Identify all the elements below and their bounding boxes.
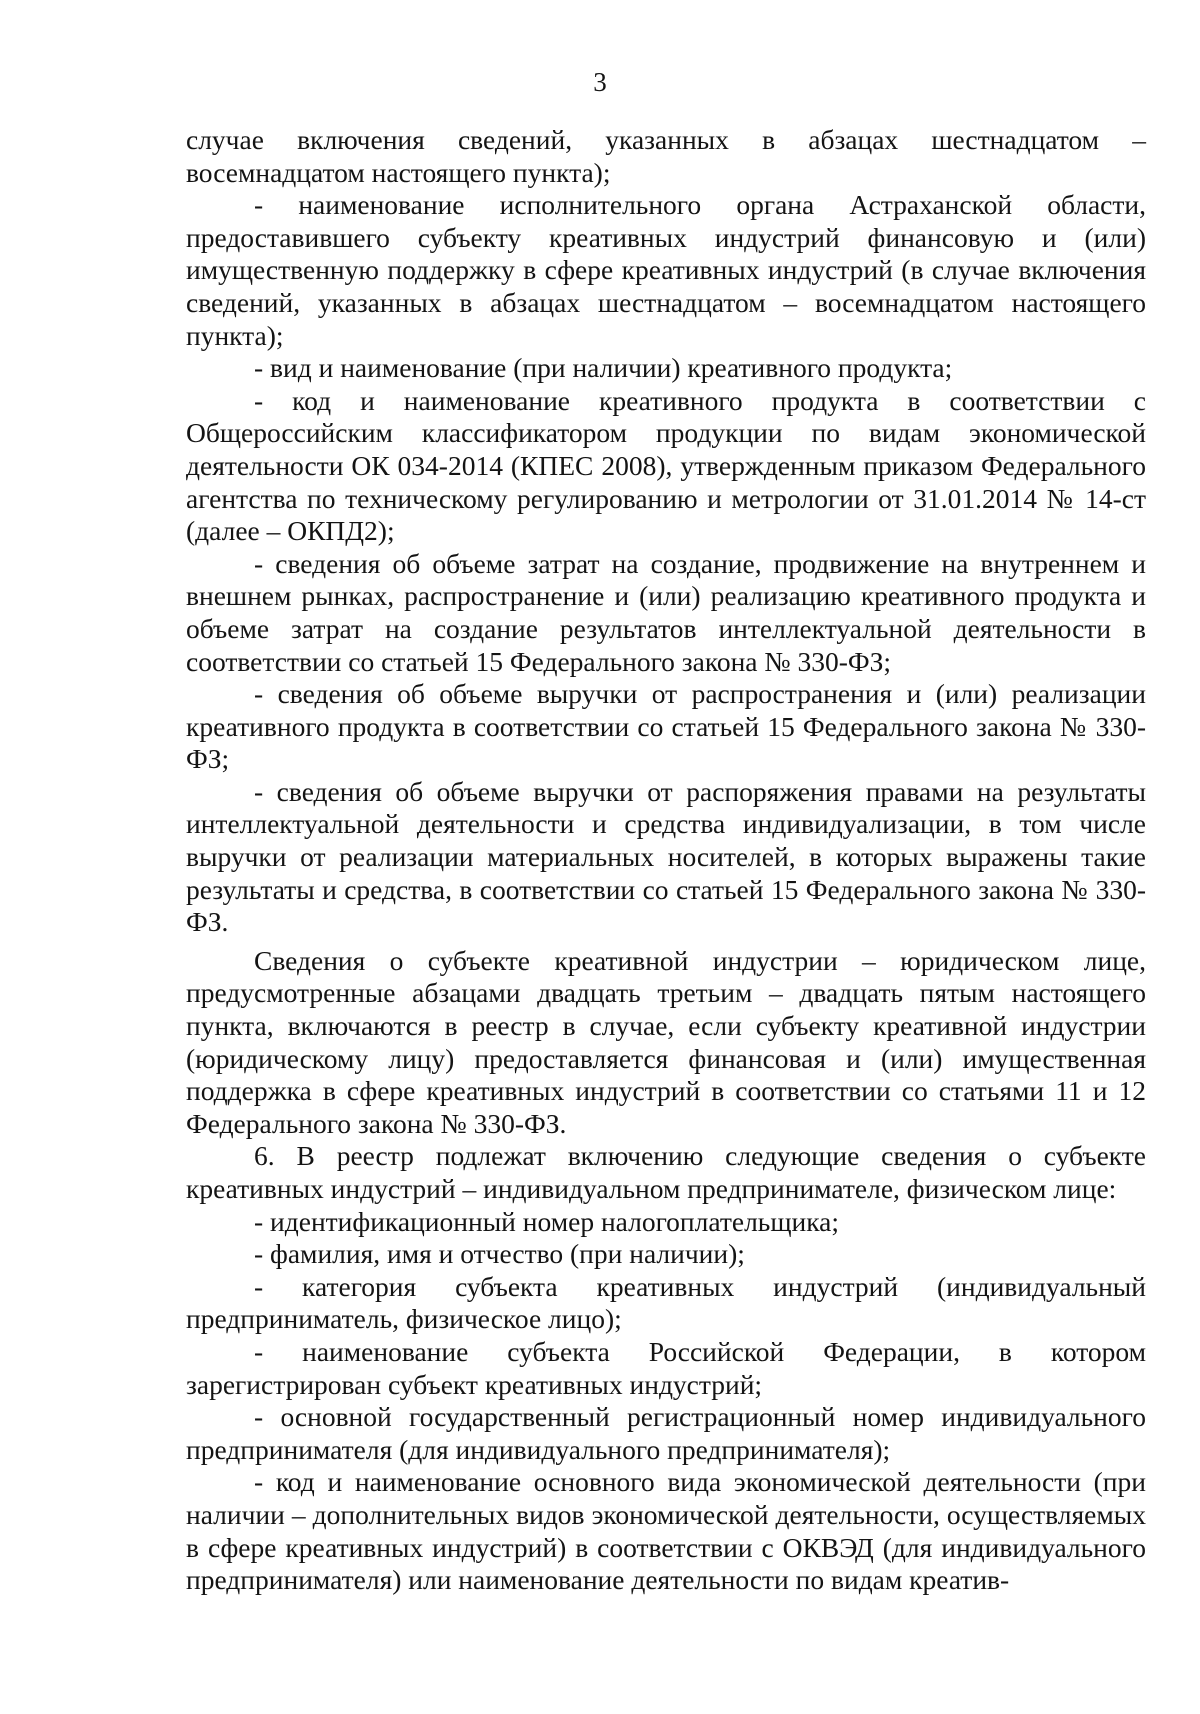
paragraph: - наименование субъекта Российской Федерации, в котором зарегистрирован субъект креативных индустрий; [186,1335,1146,1400]
paragraph: - вид и наименование (при наличии) креативного продукта; [254,352,953,384]
paragraph: - категория субъекта креативных индустрий (индивидуальный предприниматель, физическое лицо); [186,1270,1146,1335]
paragraph: - сведения об объеме затрат на создание, продвижение на внутреннем и внешнем рынках, распространение и (или) реализацию креативного продукта и объеме затрат на создание результатов интеллектуальной деятельности в соответствии со статьей 15 Федерального закона № 330-ФЗ; [186,547,1146,677]
paragraph: - наименование исполнительного органа Астраханской области, предоставившего субъекту креативных индустрий финансовую и (или) имущественную поддержку в сфере креативных индустрий (в случае включения сведений, указанных в абзацах шестнадцатом – восемнадцатом настоящего пункта); [186,189,1146,351]
paragraph: - идентификационный номер налогоплательщика; [254,1205,840,1237]
page-number: 3 [593,67,607,97]
paragraph: - код и наименование креативного продукта в соответствии с Общероссийским классификатором продукции по видам экономической деятельности ОК 034-2014 (КПЕС 2008), утвержденным приказом Федерального агентства по техническому регулированию и метрологии от 31.01.2014 № 14-ст (далее – ОКПД2); [186,384,1146,547]
paragraph: Сведения о субъекте креативной индустрии – юридическом лице, предусмотренные абзацами двадцать третьим – двадцать пятым настоящего пункта, включаются в реестр в случае, если субъекту креативной индустрии (юридическому лицу) предоставляется финансовая и (или) имущественная поддержка в сфере креативных индустрий в соответствии со статьями 11 и 12 Федерального закона № 330-ФЗ. [186,944,1146,1139]
paragraph: 6. В реестр подлежат включению следующие сведения о субъекте креативных индустрий – индивидуальном предпринимателе, физическом лице: [186,1140,1146,1204]
document-body [186,124,1146,1597]
paragraph: - сведения об объеме выручки от распоряжения правами на результаты интеллектуальной деятельности и средства индивидуализации, в том числе выручки от реализации материальных носителей, в которых выражены такие результаты и средства, в соответствии со статьей 15 Федерального закона № 330-ФЗ. [186,775,1146,938]
paragraph: - сведения об объеме выручки от распространения и (или) реализации креативного продукта в соответствии со статьей 15 Федерального закона № 330-ФЗ; [186,678,1146,775]
paragraph: случае включения сведений, указанных в абзацах шестнадцатом – восемнадцатом настоящего пункта); [186,124,1146,188]
paragraph: - основной государственный регистрационный номер индивидуального предпринимателя (для индивидуального предпринимателя); [186,1401,1146,1465]
paragraph: - код и наименование основного вида экономической деятельности (при наличии – дополнительных видов экономической деятельности, осуществляемых в сфере креативных индустрий) в соответствии с ОКВЭД (для индивидуального предпринимателя) или наименование деятельности по видам креатив- [186,1466,1146,1596]
paragraph: - фамилия, имя и отчество (при наличии); [254,1238,745,1270]
